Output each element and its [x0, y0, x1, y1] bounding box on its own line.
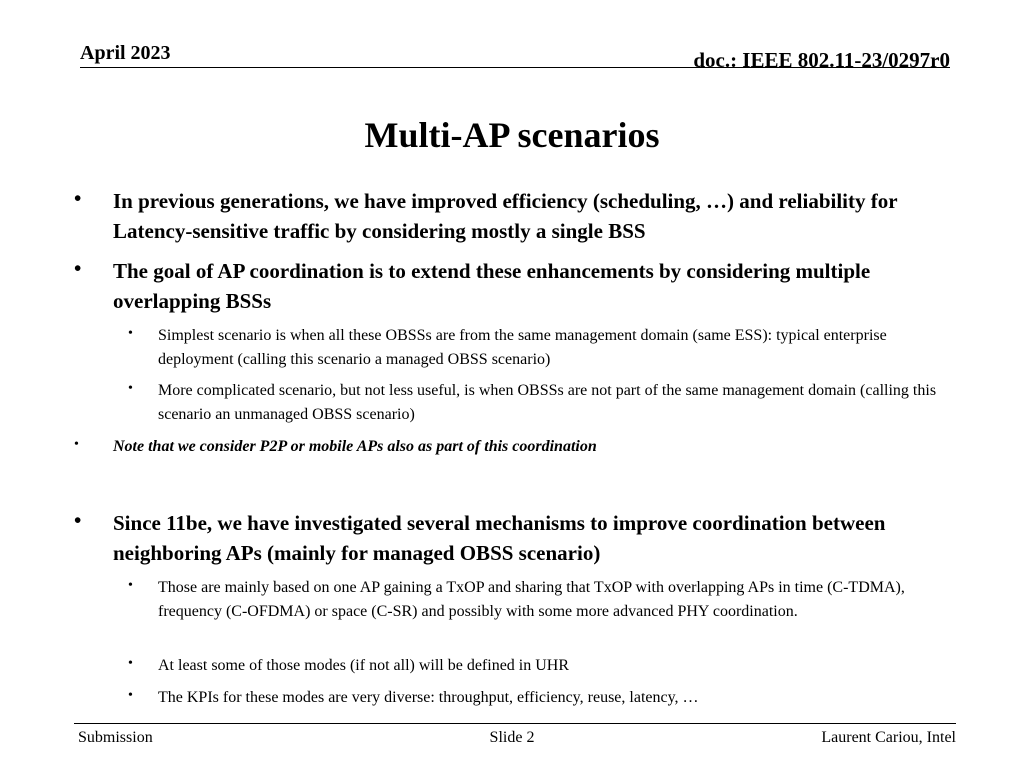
footer-rule [74, 723, 956, 724]
bullet-marker: • [74, 256, 82, 280]
bullet-text: At least some of those modes (if not all) will be defined in UHR [158, 657, 570, 674]
bullet-marker: • [74, 186, 82, 210]
bullet-text: The KPIs for these modes are very diverse: throughput, efficiency, reuse, latency, … [158, 689, 699, 706]
bullet-text: Since 11be, we have investigated several mechanisms to improve coordination between neighboring APs (mainly for managed OBSS scenario) [113, 511, 886, 565]
bullet-text: The goal of AP coordination is to extend these enhancements by considering multiple overlapping BSSs [113, 259, 871, 313]
bullet-marker: • [128, 326, 133, 341]
header-rule [80, 67, 950, 68]
bullet-text: In previous generations, we have improved efficiency (scheduling, …) and reliability for Latency-sensitive traffic by considering mostly a single BSS [113, 189, 898, 243]
footer-slide-number: Slide 2 [489, 729, 535, 746]
bullet-text: Simplest scenario is when all these OBSSs are from the same management domain (same ESS): typical enterprise deployment (calling this scenario a managed OBSS scenario) [158, 327, 887, 368]
header-date: April 2023 [80, 42, 171, 64]
bullet-text: More complicated scenario, but not less useful, is when OBSSs are not part of the same management domain (calling this scenario an unmanaged OBSS scenario) [158, 382, 937, 423]
bullet-text: Those are mainly based on one AP gaining a TxOP and sharing that TxOP with overlapping APs in time (C-TDMA), frequency (C-OFDMA) or space (C-SR) and possibly with some more advanced PHY coordination. [158, 579, 905, 620]
bullet-marker: • [74, 508, 82, 532]
note-text: Note that we consider P2P or mobile APs also as part of this coordination [113, 438, 597, 455]
slide-title: Multi-AP scenarios [364, 115, 660, 155]
header-doc-id: doc.: IEEE 802.11-23/0297r0 [693, 48, 950, 72]
bullet-marker: • [128, 381, 133, 396]
footer-submission: Submission [78, 729, 153, 746]
bullet-marker: • [128, 578, 133, 593]
bullet-marker: • [128, 656, 133, 671]
footer-author: Laurent Cariou, Intel [821, 729, 956, 746]
bullet-marker: • [74, 437, 79, 452]
bullet-marker: • [128, 688, 133, 703]
